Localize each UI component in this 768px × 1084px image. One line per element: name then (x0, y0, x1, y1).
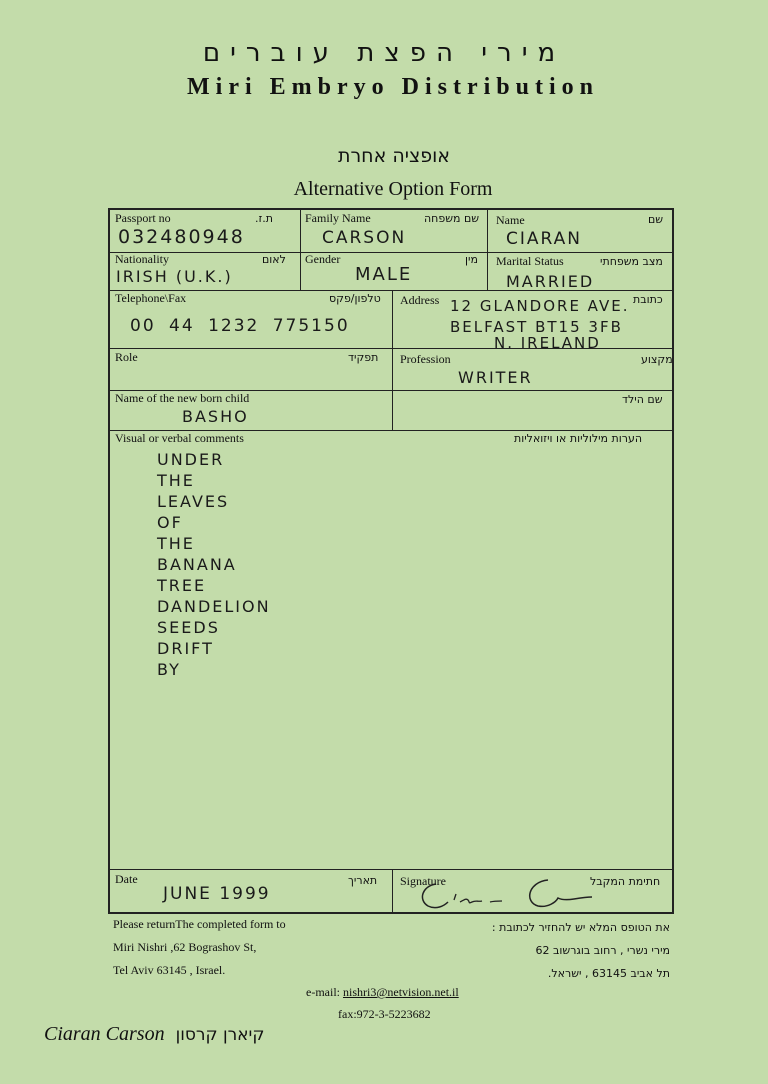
marital-status-label: Marital Status (496, 254, 564, 268)
poem-line: DRIFT (157, 639, 214, 658)
passport-value: 032480948 (118, 226, 245, 248)
poem-line: BANANA (157, 555, 237, 574)
nationality-value: IRISH (U.K.) (116, 267, 233, 286)
signature-label: Signature (400, 874, 446, 888)
return-line: Please returnThe completed form to (113, 917, 286, 931)
poem-line: UNDER (157, 450, 225, 469)
date-value: JUNE 1999 (163, 884, 271, 904)
poem-line: LEAVES (157, 492, 230, 511)
family-name-value: CARSON (322, 228, 407, 248)
hebrew-return-line: מירי נשרי , רחוב בוגרשוב 62 (535, 944, 670, 957)
address-hebrew-label: כתובת (633, 293, 663, 306)
english-title: Miri Embryo Distribution (187, 74, 599, 100)
credit (44, 1023, 264, 1046)
telephone-value: 00 44 1232 775150 (130, 316, 350, 336)
signature-scribble (408, 874, 608, 914)
poem-line: THE (157, 534, 195, 553)
family-name-label: Family Name (305, 211, 371, 225)
family-name-hebrew-label: שם משפחה (424, 212, 480, 225)
credit-hebrew: קיארן קרסון (175, 1025, 265, 1045)
date-hebrew-label: תאריך (348, 874, 378, 887)
profession-label: Profession (400, 352, 451, 366)
gender-label: Gender (305, 252, 341, 266)
email-link[interactable]: nishri3@netvision.net.il (342, 985, 459, 999)
email-line (306, 985, 459, 1000)
poem-line: THE (157, 471, 195, 490)
address-label: Address (400, 293, 440, 307)
child-name-label: Name of the new born child (115, 391, 250, 405)
hebrew-subtitle: אופציה אחרת (337, 145, 451, 167)
poem-line: DANDELION (157, 597, 271, 616)
poem-line: SEEDS (157, 618, 220, 637)
child-name-value: BASHO (182, 407, 249, 426)
gender-value: MALE (355, 264, 413, 285)
address-line-2: BELFAST BT15 3FB (450, 318, 623, 336)
child-name-hebrew-label: שם הילד (622, 393, 663, 406)
telephone-hebrew-label: טלפון/פקס (329, 292, 381, 305)
address-line-1: 12 GLANDORE AVE. (450, 297, 630, 315)
name-label: Name (496, 213, 525, 227)
poem-line: TREE (157, 576, 207, 595)
profession-hebrew-label: מקצוע (641, 353, 673, 366)
passport-label: Passport no (115, 211, 171, 225)
english-subtitle: Alternative Option Form (293, 178, 493, 200)
role-hebrew-label: תפקיד (348, 351, 379, 364)
marital-status-hebrew-label: מצב משפחתי (600, 255, 663, 268)
credit-english: Ciaran Carson (44, 1023, 165, 1045)
profession-value: WRITER (458, 368, 533, 387)
signature-hebrew-label: חתימת המקבל (590, 875, 661, 888)
return-line: Tel Aviv 63145 , Israel. (113, 963, 226, 977)
gender-hebrew-label: מין (465, 253, 478, 266)
date-label: Date (115, 872, 138, 886)
hebrew-return-line: תל אביב 63145 , ישראל. (547, 967, 670, 980)
nationality-hebrew-label: לאום (262, 253, 286, 266)
return-instructions (113, 913, 286, 982)
address-line-3: N. IRELAND (494, 334, 601, 352)
nationality-label: Nationality (115, 252, 169, 266)
comments-poem (157, 450, 417, 681)
marital-status-value: MARRIED (506, 272, 595, 291)
name-hebrew-label: שם (648, 213, 664, 226)
hebrew-return-line: את הטופס המלא יש להחזיר לכתובת : (491, 921, 670, 934)
fax-line: fax:972-3-5223682 (338, 1007, 431, 1021)
telephone-label: Telephone\Fax (115, 291, 187, 305)
name-value: CIARAN (506, 229, 582, 249)
passport-hebrew-label: ת.ז. (255, 212, 274, 225)
hebrew-title: מירי הפצת עוברים (202, 38, 566, 68)
email-label: e-mail: (306, 985, 343, 999)
return-line: Miri Nishri ,62 Bograshov St, (113, 940, 257, 954)
comments-hebrew-label: הערות מילוליות או ויזואליות (514, 432, 643, 445)
hebrew-return-instructions (480, 916, 670, 985)
role-label: Role (115, 350, 138, 364)
poem-line: OF (157, 513, 183, 532)
comments-label: Visual or verbal comments (115, 431, 244, 445)
poem-line: BY (157, 660, 181, 679)
